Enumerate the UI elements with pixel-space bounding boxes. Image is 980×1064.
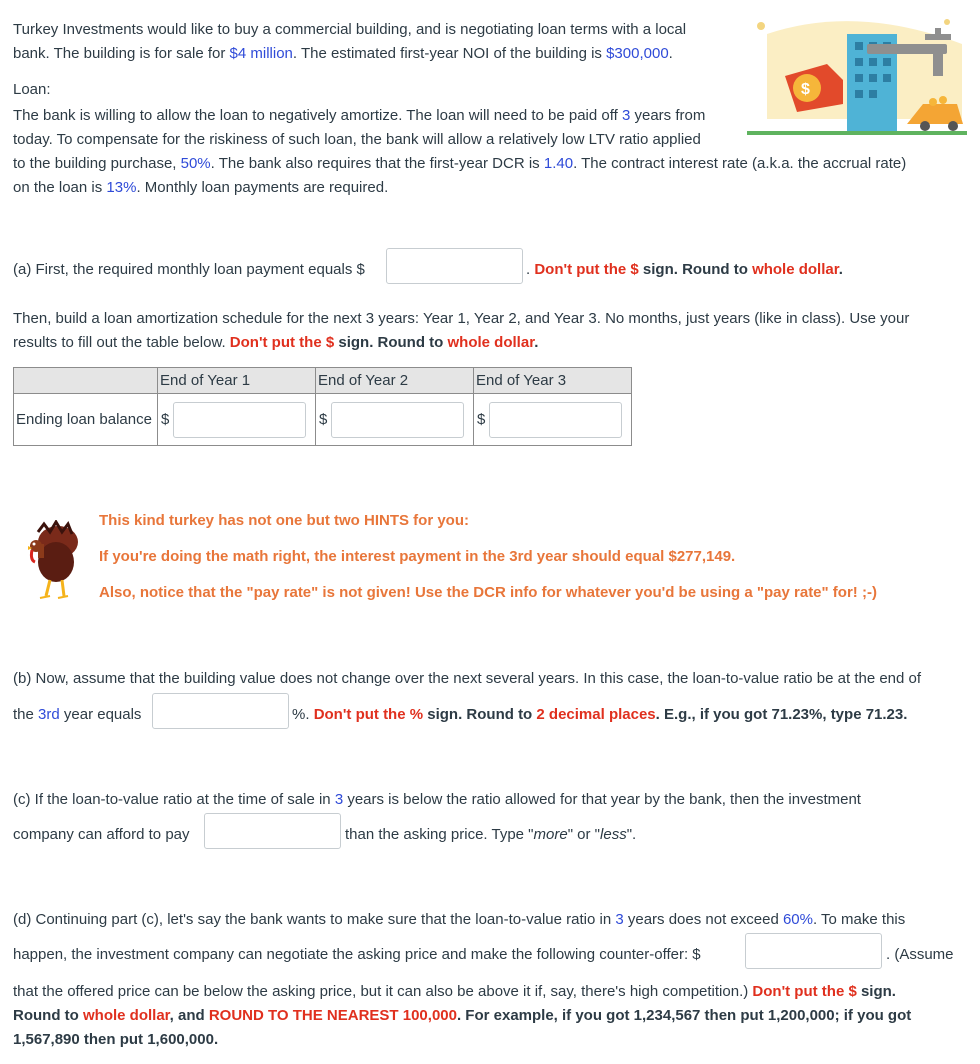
part-b-instructions: %. Don't put the % sign. Round to 2 decimal places. E.g., if you got 71.23%, type 71.23. [292, 706, 908, 723]
price-value: $4 million [229, 45, 293, 62]
intro-line-1: Turkey Investments would like to buy a commercial building, and is negotiating loan terms with a local [13, 21, 687, 38]
currency-sign: $ [477, 411, 486, 428]
currency-sign: $ [319, 411, 328, 428]
part-d-assume: . (Assume [886, 946, 954, 963]
intro-line-2: bank. The building is for sale for $4 million. The estimated first-year NOI of the building is $300,000. [13, 45, 673, 62]
header-end-year-3: End of Year 3 [474, 368, 632, 394]
part-c-instructions: than the asking price. Type "more" or "less". [345, 826, 637, 843]
loan-line-4: on the loan is 13%. Monthly loan payments are required. [13, 179, 389, 196]
table-header-row [14, 368, 632, 394]
currency-sign: $ [161, 411, 170, 428]
part-a-prefix: (a) First, the required monthly loan payment equals $ [13, 261, 365, 278]
rate-value: 13% [106, 179, 137, 196]
loan-line-1: The bank is willing to allow the loan to negatively amortize. The loan will need to be paid off 3 years from [13, 107, 706, 124]
cell-year-1 [158, 394, 316, 446]
loan-line-3: to the building purchase, 50%. The bank also requires that the first-year DCR is 1.40. The contract interest rate (a.k.a. the accrual rate) [13, 155, 907, 172]
years-value: 3 [621, 107, 631, 124]
part-a-instructions: . Don't put the $ sign. Round to whole dollar. [526, 261, 843, 278]
part-c-label: company can afford to pay [13, 826, 190, 843]
part-d-line-1: (d) Continuing part (c), let's say the bank wants to make sure that the loan-to-value ratio in 3 years does not exceed 60%. To make this [13, 911, 906, 928]
cell-year-3 [474, 394, 632, 446]
part-d-instructions: that the offered price can be below the asking price, but it can also be above it if, say, there's high competition.) Don't put the $ sign. Round to whole dollar, and ROUND TO THE NEAREST 100,000. For example, if you got 1,234,567 then put 1,200,000; if you got 1,567,890 then put 1,600,000. [13, 983, 912, 1048]
hint-interest: If you're doing the math right, the interest payment in the 3rd year should equal $277,149. [99, 548, 736, 565]
part-c-line-1: (c) If the loan-to-value ratio at the time of sale in 3 years is below the ratio allowed for that year by the bank, then the investment [13, 791, 861, 808]
hint-pay-rate: Also, notice that the "pay rate" is not given! Use the DCR info for whatever you'd be using a "pay rate" for! ;-) [99, 584, 877, 601]
part-d-line-2: happen, the investment company can negotiate the asking price and make the following counter-offer: $ [13, 946, 701, 963]
money-faucet-illustration [747, 14, 967, 146]
ltv-ratio-input[interactable] [152, 693, 289, 729]
header-end-year-1: End of Year 1 [158, 368, 316, 394]
part-b-line-1: (b) Now, assume that the building value does not change over the next several years. In this case, the loan-to-value ratio be at the end of [13, 670, 922, 687]
balance-year-3-input[interactable] [489, 402, 622, 438]
amortization-table [13, 367, 632, 446]
balance-year-2-input[interactable] [331, 402, 464, 438]
dcr-value: 1.40 [543, 155, 574, 172]
loan-line-2: today. To compensate for the riskiness of such loan, the bank will allow a relatively low LTV ratio applied [13, 131, 701, 148]
svg-text:$: $ [801, 81, 810, 98]
more-or-less-input[interactable] [204, 813, 341, 849]
counter-offer-input[interactable] [745, 933, 882, 969]
hint-heading: This kind turkey has not one but two HINTS for you: [99, 512, 470, 529]
row-label-ending-balance: Ending loan balance [14, 394, 158, 446]
ltv-value: 50% [180, 155, 211, 172]
table-header-blank [14, 368, 158, 394]
turkey-icon [26, 520, 78, 602]
header-end-year-2: End of Year 2 [316, 368, 474, 394]
intro-paragraph [13, 18, 686, 66]
loan-heading: Loan: [13, 81, 51, 98]
noi-value: $300,000 [606, 45, 669, 62]
part-b-label: the 3rd year equals [13, 706, 142, 723]
cell-year-2 [316, 394, 474, 446]
balance-year-1-input[interactable] [173, 402, 306, 438]
schedule-instructions: Then, build a loan amortization schedule for the next 3 years: Year 1, Year 2, and Year 3. No months, just years (like in class). Use your results to fill out the table below. Don't put the $ sign. Round to whole dollar. [13, 310, 910, 351]
monthly-payment-input[interactable] [386, 248, 523, 284]
table-row [14, 394, 632, 446]
